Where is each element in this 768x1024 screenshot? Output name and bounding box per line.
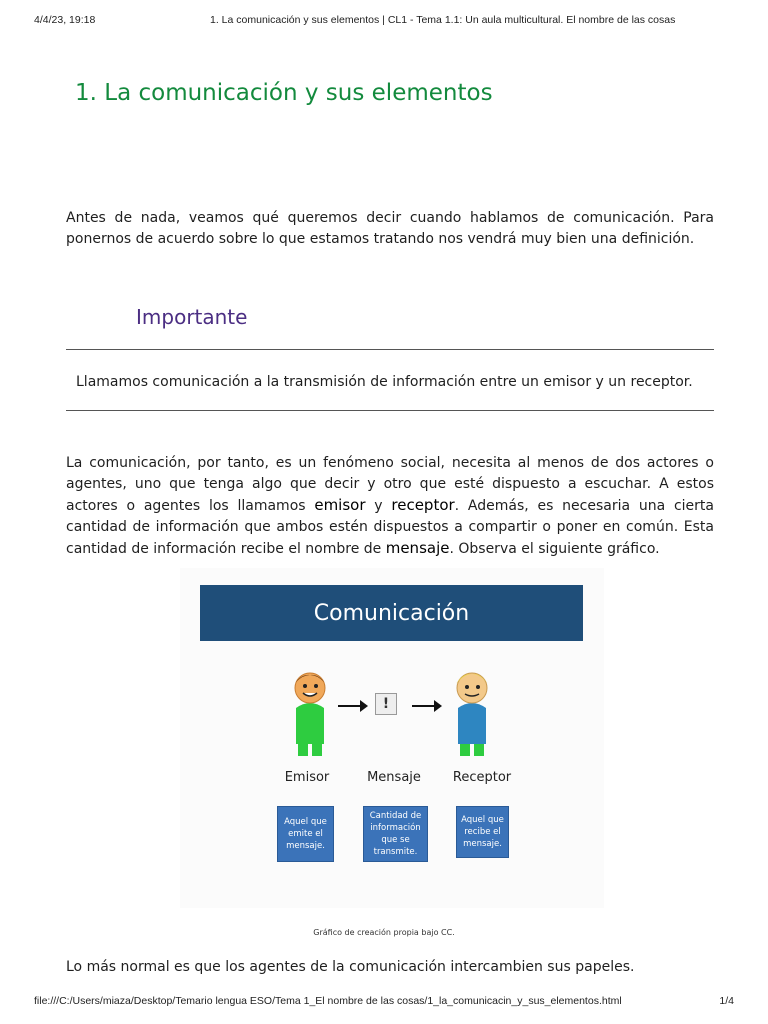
important-definition: Llamamos comunicación a la transmisión de información entre un emisor y un receptor.: [76, 374, 693, 390]
print-title: 1. La comunicación y sus elementos | CL1 - Tema 1.1: Un aula multicultural. El nombre de las cosas: [210, 14, 676, 26]
intro-paragraph: Antes de nada, veamos qué queremos decir cuando hablamos de comunicación. Para ponernos de acuerdo sobre lo que estamos tratando nos vendrá muy bien una definición.: [66, 210, 714, 247]
body-paragraph: [66, 453, 714, 560]
desc-emisor: Aquel que emite el mensaje.: [277, 806, 334, 862]
desc-receptor: Aquel que recibe el mensaje.: [456, 806, 509, 858]
term-receptor: receptor: [391, 496, 455, 514]
term-emisor: emisor: [314, 496, 366, 514]
communication-diagram: [180, 568, 604, 908]
figure-caption: Gráfico de creación propia bajo CC.: [313, 928, 455, 937]
print-date: 4/4/23, 19:18: [34, 14, 96, 26]
body-text-1: La comunicación, por tanto, es un fenómeno social, necesita al menos de dos actores o agentes, uno que tenga algo que decir y otro que esté dispuesto a escuchar. A estos actores o agentes los llamamos: [66, 455, 714, 514]
label-mensaje: Mensaje: [367, 770, 421, 785]
term-mensaje: mensaje: [385, 539, 450, 557]
message-icon: !: [375, 693, 397, 715]
label-emisor: Emisor: [284, 770, 330, 785]
closing-paragraph: Lo más normal es que los agentes de la comunicación intercambien sus papeles.: [66, 959, 635, 975]
important-top-divider: [66, 349, 714, 350]
body-text-2: y: [365, 498, 392, 514]
receptor-figure-icon: [450, 668, 494, 760]
important-bottom-divider: [66, 410, 714, 411]
body-text-3: . Además, es necesaria una cierta cantidad de información que ambos estén dispuestos a compartir o poner en común. Esta cantidad de información recibe el nombre de: [66, 498, 714, 557]
arrow-to-message-icon: [338, 705, 366, 707]
page-title: 1. La comunicación y sus elementos: [75, 80, 493, 106]
body-text-4: . Observa el siguiente gráfico.: [449, 541, 660, 557]
arrow-to-receptor-icon: [412, 705, 440, 707]
page-number: 1/4: [719, 995, 734, 1007]
important-title: Importante: [136, 305, 248, 329]
emisor-figure-icon: [288, 668, 332, 760]
diagram-banner: Comunicación: [200, 585, 583, 641]
desc-mensaje: Cantidad de información que se transmite.: [363, 806, 428, 862]
print-file-path: file:///C:/Users/miaza/Desktop/Temario lengua ESO/Tema 1_El nombre de las cosas/1_la_comunicacin_y_sus_elementos.html: [34, 995, 622, 1007]
label-receptor: Receptor: [452, 770, 512, 785]
